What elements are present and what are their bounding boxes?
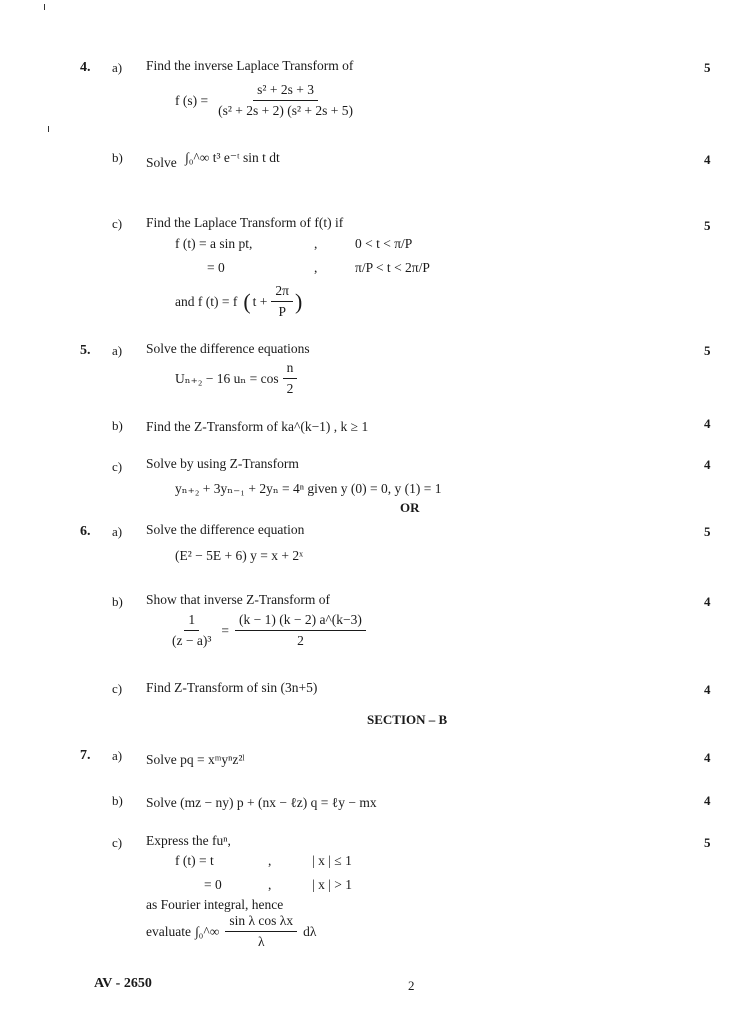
part-label: c) <box>112 459 123 474</box>
question-number: 6. <box>80 524 91 539</box>
denominator: (z − a)³ <box>172 633 212 648</box>
piecewise-right: π/P < t < 2π/P <box>355 260 430 275</box>
part-label: b) <box>112 594 123 609</box>
question-text: Find the inverse Laplace Transform of <box>146 58 354 73</box>
equation-text: Uₙ₊₂ − 16 uₙ = cos <box>175 370 279 386</box>
numerator: sin λ cos λx <box>225 913 297 932</box>
marks: 4 <box>704 457 711 472</box>
differential: dλ <box>303 923 317 939</box>
part-label: b) <box>112 150 123 165</box>
equation: yₙ₊₂ + 3yₙ₋₁ + 2yₙ = 4ⁿ given y (0) = 0, y (1) = 1 <box>175 481 442 496</box>
marks: 5 <box>704 343 711 358</box>
formula-lhs: f (s) = <box>175 92 209 108</box>
numerator: n <box>283 360 298 379</box>
piecewise-sep: , <box>268 877 272 892</box>
margin-tick <box>44 4 45 10</box>
question-text: Solve the difference equations <box>146 341 310 356</box>
part-label: a) <box>112 343 123 358</box>
marks: 5 <box>704 835 711 850</box>
piecewise-right: | x | ≤ 1 <box>312 853 352 868</box>
question-text: Find Z-Transform of sin (3n+5) <box>146 680 318 695</box>
question-text: Solve the difference equation <box>146 522 305 537</box>
formula <box>168 612 366 649</box>
question-text: Solve (mz − ny) p + (nx − ℓz) q = ℓy − mx <box>146 795 377 810</box>
fraction <box>283 360 298 397</box>
section-heading: SECTION – B <box>367 712 448 727</box>
equation: (E² − 5E + 6) y = x + 2ˣ <box>175 548 304 563</box>
equals-sign: = <box>221 622 230 638</box>
part-label: a) <box>112 748 123 763</box>
marks: 4 <box>704 152 711 167</box>
condition-arg: t + <box>252 293 268 309</box>
fraction <box>214 82 357 119</box>
part-label: c) <box>112 216 123 231</box>
question-text: Express the fuⁿ, <box>146 833 231 848</box>
marks: 4 <box>704 793 711 808</box>
question-number: 4. <box>80 60 91 75</box>
paren-open: ( <box>243 288 251 314</box>
piecewise-sep: , <box>314 236 318 251</box>
condition-lhs: and f (t) = f <box>175 293 238 309</box>
integral-expression: ∫₀^∞ t³ e⁻ᵗ sin t dt <box>185 150 280 165</box>
marks: 5 <box>704 60 711 75</box>
piecewise-sep: , <box>314 260 318 275</box>
denominator: 2 <box>286 381 294 396</box>
or-separator: OR <box>400 500 420 515</box>
numerator: 1 <box>184 612 199 631</box>
integral-formula <box>146 913 316 950</box>
denominator: λ <box>257 934 265 949</box>
piecewise-right: | x | > 1 <box>312 877 353 892</box>
fraction <box>225 913 297 950</box>
piecewise-left: = 0 <box>204 877 222 892</box>
question-number: 5. <box>80 343 91 358</box>
marks: 4 <box>704 594 711 609</box>
question-number: 7. <box>80 748 91 763</box>
paper-code: AV - 2650 <box>94 976 152 991</box>
margin-tick <box>48 126 49 132</box>
piecewise-right: 0 < t < π/P <box>355 236 413 251</box>
fraction <box>168 612 215 649</box>
marks: 5 <box>704 218 711 233</box>
integral-sign: ∫₀^∞ <box>194 923 220 939</box>
marks: 4 <box>704 682 711 697</box>
denominator: (s² + 2s + 2) (s² + 2s + 5) <box>218 103 354 118</box>
piecewise-sep: , <box>268 853 272 868</box>
denominator: 2 <box>297 633 304 648</box>
piecewise-left: f (t) = t <box>175 853 214 868</box>
part-label: b) <box>112 793 123 808</box>
question-text: Solve pq = xᵐyⁿz²ˡ <box>146 752 245 767</box>
numerator: 2π <box>271 283 293 302</box>
fraction <box>235 612 366 649</box>
formula <box>175 360 297 397</box>
question-text: Find the Z-Transform of ka^(k−1) , k ≥ 1 <box>146 419 369 434</box>
fraction <box>271 283 293 320</box>
question-text: Find the Laplace Transform of f(t) if <box>146 215 344 230</box>
evaluate-label: evaluate <box>146 923 191 939</box>
marks: 4 <box>704 750 711 765</box>
piecewise-left: f (t) = a sin pt, <box>175 236 253 251</box>
page-number: 2 <box>408 978 415 993</box>
paren-close: ) <box>295 288 303 314</box>
marks: 4 <box>704 416 711 431</box>
question-text: Solve <box>146 155 177 170</box>
part-label: b) <box>112 418 123 433</box>
numerator: (k − 1) (k − 2) a^(k−3) <box>235 612 366 631</box>
part-label: c) <box>112 681 123 696</box>
piecewise-left: = 0 <box>207 260 225 275</box>
part-label: a) <box>112 60 123 75</box>
numerator: s² + 2s + 3 <box>253 82 318 101</box>
question-text: Solve by using Z-Transform <box>146 456 299 471</box>
part-label: a) <box>112 524 123 539</box>
question-text: as Fourier integral, hence <box>146 897 284 912</box>
part-label: c) <box>112 835 123 850</box>
periodicity-condition <box>175 283 302 320</box>
question-text: Show that inverse Z-Transform of <box>146 592 330 607</box>
formula <box>175 82 357 119</box>
denominator: P <box>278 304 286 319</box>
marks: 5 <box>704 524 711 539</box>
